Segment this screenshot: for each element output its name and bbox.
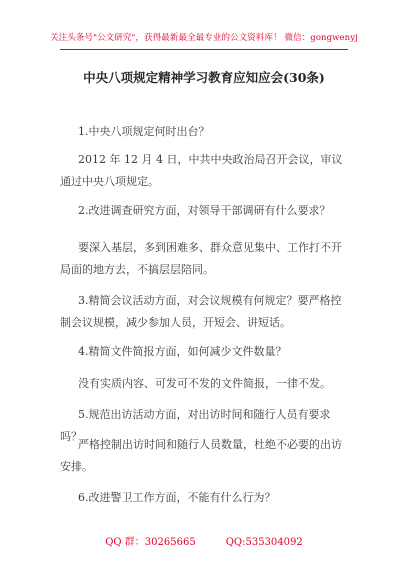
header-promo-note: 关注头条号"公文研究"，获得最新最全最专业的公文资料库！ 微信：gongwenyj xyxy=(50,33,358,43)
answer-5: 严格控制出访时间和随行人员数量，杜绝不必要的出访安排。 xyxy=(60,438,342,473)
question-6: 6.改进警卫工作方面，不能有什么行为？ xyxy=(78,491,276,504)
question-3-with-answer: 3.精简会议活动方面，对会议规模有何规定？要严格控制会议规模，减少参加人员，开短会、讲短话。 xyxy=(60,294,342,329)
footer-qq-group: QQ 群：30265665 xyxy=(105,537,196,548)
answer-1: 2012 年 12 月 4 日，中共中央政治局召开会议，审议通过中央八项规定。 xyxy=(60,153,343,188)
question-4: 4.精简文件简报方面，如何减少文件数量？ xyxy=(78,345,287,358)
header-divider xyxy=(60,49,348,50)
document-title: 中央八项规定精神学习教育应知应会(30条) xyxy=(83,70,325,85)
question-5: 5.规范出访活动方面，对出访时间和随行人员有要求吗？ xyxy=(60,408,331,443)
footer-qq: QQ:535304092 xyxy=(225,537,303,548)
question-1: 1.中央八项规定何时出台？ xyxy=(78,125,210,138)
answer-4: 没有实质内容、可发可不发的文件简报，一律不发。 xyxy=(78,377,331,390)
footer-contact xyxy=(0,533,408,548)
question-2: 2.改进调查研究方面，对领导干部调研有什么要求？ xyxy=(78,204,331,217)
answer-2: 要深入基层，多到困难多、群众意见集中、工作打不开局面的地方去，不搞层层陪同。 xyxy=(60,241,342,276)
